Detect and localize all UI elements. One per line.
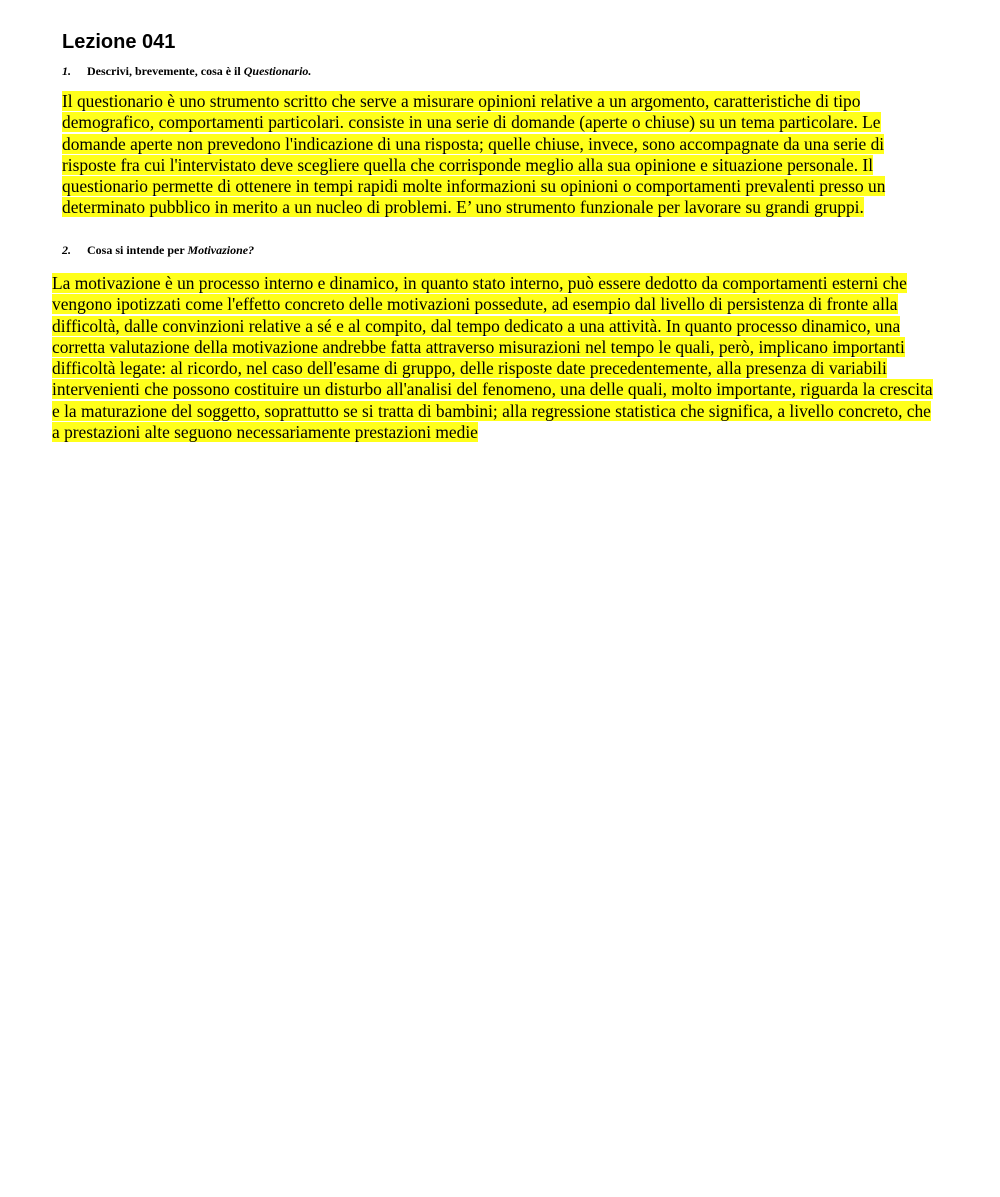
answer-1-line: risposte fra cui l'intervistato deve scegliere quella che corrisponde meglio alla sua opinione e situazione personale. Il bbox=[62, 154, 874, 175]
answer-1-line: demografico, comportamenti particolari. consiste in una serie di domande (aperte o chiuse) su un tema particolare. Le bbox=[62, 112, 881, 133]
answer-2-line: difficoltà, dalle convinzioni relative a sé e al compito, dal tempo dedicato a una attività. In quanto processo dinamico, una bbox=[52, 315, 901, 336]
question-2 bbox=[62, 243, 254, 258]
answer-2 bbox=[52, 273, 933, 443]
answer-1-line: Il questionario è uno strumento scritto che serve a misurare opinioni relative a un argomento, caratteristiche di tipo bbox=[62, 91, 861, 111]
question-2-number: 2. bbox=[62, 243, 71, 257]
question-2-prefix: Cosa si intende per bbox=[87, 243, 188, 257]
answer-2-line: intervenienti che possono costituire un disturbo all'analisi del fenomeno, una delle quali, molto importante, riguarda la crescita bbox=[52, 379, 933, 400]
question-1-number: 1. bbox=[62, 64, 71, 78]
question-2-emphasis: Motivazione? bbox=[187, 243, 255, 257]
answer-2-line: difficoltà legate: al ricordo, nel caso dell'esame di gruppo, delle risposte date precedentemente, alla presenza di variabili bbox=[52, 358, 887, 379]
answer-2-line: La motivazione è un processo interno e dinamico, in quanto stato interno, può essere dedotto da comportamenti esterni che bbox=[52, 273, 907, 293]
question-1-emphasis: Questionario. bbox=[243, 64, 312, 78]
question-1 bbox=[62, 64, 311, 79]
answer-1 bbox=[62, 91, 885, 219]
question-1-prefix: Descrivi, brevemente, cosa è il bbox=[87, 64, 244, 78]
lesson-title: Lezione 041 bbox=[62, 31, 176, 53]
answer-1-line: questionario permette di ottenere in tempi rapidi molte informazioni su opinioni o comportamenti prevalenti presso un bbox=[62, 176, 886, 197]
answer-2-line: a prestazioni alte seguono necessariamente prestazioni medie bbox=[52, 422, 478, 443]
answer-1-line: domande aperte non prevedono l'indicazione di una risposta; quelle chiuse, invece, sono accompagnate da una serie di bbox=[62, 133, 885, 154]
answer-2-line: e la maturazione del soggetto, soprattutto se si tratta di bambini; alla regressione statistica che significa, a livello concreto, che bbox=[52, 400, 931, 421]
answer-2-line: vengono ipotizzati come l'effetto concreto delle motivazioni possedute, ad esempio dal livello di persistenza di fronte alla bbox=[52, 294, 898, 315]
answer-1-line: determinato pubblico in merito a un nucleo di problemi. E’ uno strumento funzionale per lavorare su grandi gruppi. bbox=[62, 197, 864, 218]
answer-2-line: corretta valutazione della motivazione andrebbe fatta attraverso misurazioni nel tempo le quali, però, implicano importanti bbox=[52, 336, 905, 357]
